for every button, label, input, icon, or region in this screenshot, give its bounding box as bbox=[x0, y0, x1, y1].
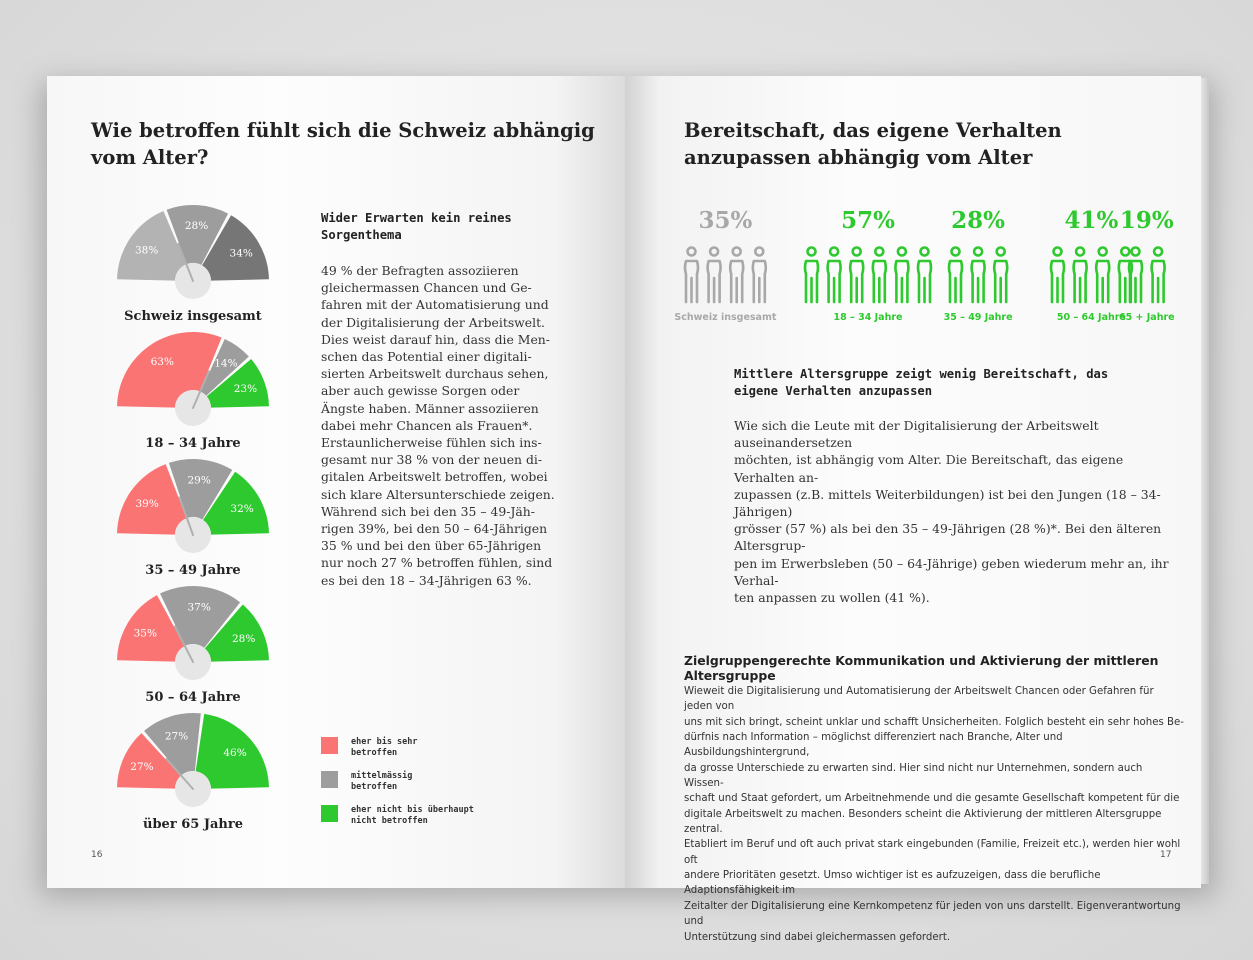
left-body-line: 35 % und bei den über 65-Jährigen bbox=[321, 538, 542, 554]
left-body-line: Während sich bei den 35 – 49-Jäh- bbox=[321, 503, 535, 519]
gauge-group-label: über 65 Jahre bbox=[143, 817, 243, 832]
person-icon bbox=[972, 248, 985, 303]
pictogram-label: 18 – 34 Jahre bbox=[833, 312, 903, 323]
section-body-line: andere Prioritäten gesetzt. Umso wichtiger ist es aufzuzeigen, dass die berufliche Adaptionsfähigkeit im bbox=[684, 870, 1101, 897]
gauge-group-label: 35 – 49 Jahre bbox=[145, 563, 241, 578]
person-icon bbox=[1096, 248, 1109, 303]
gauge bbox=[117, 459, 269, 578]
pictogram-label: 35 – 49 Jahre bbox=[943, 312, 1013, 323]
right-body-line: pen im Erwerbsleben (50 – 64-Jährige) geben wiederum mehr an, ihr Verhal- bbox=[734, 555, 1169, 588]
gauge bbox=[117, 332, 269, 451]
pictogram-group bbox=[1119, 207, 1175, 323]
person-icon bbox=[828, 248, 841, 303]
left-body-line: es bei den 18 – 34-Jährigen 63 %. bbox=[321, 572, 532, 588]
pictogram-percent: 57% bbox=[841, 207, 895, 234]
pictogram-percent: 41% bbox=[1064, 207, 1119, 234]
pictogram-label: Schweiz insgesamt bbox=[674, 312, 777, 323]
person-icon bbox=[873, 248, 886, 303]
person-icon bbox=[850, 248, 863, 303]
person-icon bbox=[730, 248, 743, 303]
gauge-slice-label: 28% bbox=[231, 633, 256, 646]
left-body-line: schen das Potential einer digitali- bbox=[321, 349, 532, 365]
gauge-slice-label: 38% bbox=[135, 244, 159, 257]
pictogram-group bbox=[944, 207, 1013, 323]
gauge-slice-label: 34% bbox=[229, 247, 253, 260]
person-icon bbox=[685, 248, 698, 303]
person-icon bbox=[918, 248, 931, 303]
left-body-line: gesamt nur 38 % von der neuen di- bbox=[321, 452, 543, 468]
left-body-line: rigen 39%, bei den 50 – 64-Jährigen bbox=[321, 521, 548, 537]
right-subheading: Mittlere Altersgruppe zeigt wenig Bereitschaft, das eigene Verhalten anzupassen bbox=[734, 367, 1109, 398]
left-body-line: Dies weist darauf hin, dass die Men- bbox=[321, 331, 550, 347]
gauge-group-label: Schweiz insgesamt bbox=[124, 309, 262, 324]
gauge-slice-label: 28% bbox=[184, 220, 209, 233]
gauge-slice-label: 37% bbox=[187, 601, 211, 614]
gauge-slice-label: 32% bbox=[230, 503, 254, 516]
left-body-line: dabei mehr Chancen als Frauen*. bbox=[321, 417, 533, 433]
legend-swatch bbox=[321, 805, 338, 822]
pictogram-label: 65 + Jahre bbox=[1118, 312, 1175, 323]
left-body-line: nur noch 27 % betroffen fühlen, sind bbox=[321, 555, 553, 571]
left-page-title: Wie betroffen fühlt sich die Schweiz abhängig vom Alter? bbox=[91, 119, 595, 169]
gauge-group-label: 18 – 34 Jahre bbox=[145, 436, 241, 451]
right-page bbox=[625, 76, 1201, 943]
left-body-text bbox=[321, 262, 571, 589]
left-body-line: der Digitalisierung der Arbeitswelt. bbox=[321, 314, 545, 330]
gauge-slice-label: 14% bbox=[214, 357, 238, 370]
gauge-slice-label: 46% bbox=[223, 746, 247, 759]
left-subheading: Wider Erwarten kein reines Sorgenthema bbox=[321, 211, 512, 242]
legend-label: eher nicht bis überhaupt nicht betroffen bbox=[351, 805, 474, 826]
gauge-slice-label: 35% bbox=[133, 627, 157, 640]
section-body-line: uns mit sich bringt, scheint unklar und schafft Unsicherheiten. Folglich besteht ein sehr hohes Be- bbox=[684, 716, 1184, 728]
gauge bbox=[117, 205, 269, 324]
person-icon bbox=[1051, 248, 1064, 303]
right-page-title: Bereitschaft, das eigene Verhalten anzupassen abhängig vom Alter bbox=[684, 119, 1062, 169]
person-icon bbox=[805, 248, 818, 303]
page-number-left: 16 bbox=[91, 850, 103, 860]
gauge bbox=[117, 586, 269, 705]
person-icon bbox=[1152, 248, 1165, 303]
section-body-text bbox=[684, 684, 1184, 945]
pictogram-percent: 35% bbox=[698, 207, 753, 234]
left-page bbox=[47, 76, 625, 888]
gauge-slice-label: 39% bbox=[135, 497, 159, 510]
pictogram-label: 50 – 64 Jahre bbox=[1056, 312, 1126, 323]
right-body-text bbox=[734, 417, 1184, 606]
right-body-line: zupassen (z.B. mittels Weiterbildungen) ist bei den Jungen (18 – 34-Jährigen) bbox=[734, 486, 1161, 520]
person-icon bbox=[1074, 248, 1087, 303]
gauge-charts bbox=[109, 206, 319, 856]
person-icon bbox=[949, 248, 962, 303]
left-body-line: Ängste haben. Männer assoziieren bbox=[321, 400, 539, 416]
left-body-line: gitalen Arbeitswelt betroffen, wobei bbox=[321, 469, 548, 485]
section-body-line: schaft und Staat gefordert, um Arbeitnehmende und die gesamte Gesellschaft kompetent für die bbox=[684, 793, 1180, 805]
legend-label: mittelmässig betroffen bbox=[351, 771, 413, 792]
left-body-line: aber auch gewisse Sorgen oder bbox=[321, 383, 520, 399]
right-body-line: ten anpassen zu wollen (41 %). bbox=[734, 590, 930, 606]
legend-swatch bbox=[321, 737, 338, 754]
person-icon bbox=[994, 248, 1007, 303]
section-title: Zielgruppengerechte Kommunikation und Aktivierung der mittleren Altersgruppe bbox=[684, 653, 1159, 683]
section-body-line: Etabliert im Beruf und oft auch privat stark eingebunden (Familie, Freizeit etc.), werden hier wohl oft bbox=[684, 839, 1181, 866]
gauge bbox=[117, 713, 269, 832]
left-body-line: 49 % der Befragten assoziieren bbox=[321, 263, 519, 278]
left-body-line: fahren mit der Automatisierung und bbox=[321, 297, 549, 313]
section-body-line: Wieweit die Digitalisierung und Automatisierung der Arbeitswelt Chancen oder Gefahren für jeden von bbox=[684, 686, 1154, 713]
right-body-line: grösser (57 %) als bei den 35 – 49-Jährigen (28 %)*. Bei den älteren Altersgrup- bbox=[734, 521, 1162, 554]
legend-label: eher bis sehr betroffen bbox=[351, 737, 418, 758]
legend-swatch bbox=[321, 771, 338, 788]
person-icon bbox=[895, 248, 908, 303]
pictogram-group bbox=[805, 207, 931, 323]
section-body-line: Zeitalter der Digitalisierung eine Kernkompetenz für jeden von uns darstellt. Eigenverantwortung und bbox=[684, 900, 1181, 928]
left-body-line: sierten Arbeitswelt durchaus sehen, bbox=[321, 366, 549, 382]
pictogram-group bbox=[674, 207, 776, 323]
gauge-slice-label: 63% bbox=[150, 356, 174, 369]
right-body-line: möchten, ist abhängig vom Alter. Die Bereitschaft, das eigene Verhalten an- bbox=[734, 452, 1124, 485]
legend-item bbox=[321, 737, 418, 758]
gauge-slice-label: 29% bbox=[187, 474, 211, 487]
right-body-line: Wie sich die Leute mit der Digitalisierung der Arbeitswelt auseinandersetzen bbox=[734, 418, 1099, 451]
pictogram-chart bbox=[675, 196, 1205, 336]
person-icon bbox=[708, 248, 721, 303]
pictogram-percent: 28% bbox=[951, 207, 1006, 234]
person-icon bbox=[1129, 248, 1142, 303]
gauge-group-label: 50 – 64 Jahre bbox=[145, 690, 241, 705]
section-body-line: Unterstützung sind dabei gleichermassen gefordert. bbox=[684, 931, 951, 943]
section-body-line: dürfnis nach Information – möglichst differenziert nach Branche, Alter und Ausbildungshintergrund, bbox=[684, 732, 1063, 759]
person-icon bbox=[753, 248, 766, 303]
left-body-line: sich klare Altersunterschiede zeigen. bbox=[321, 486, 555, 502]
section-body-line: da grosse Unterschiede zu erwarten sind. Hier sind nicht nur Unternehmen, sondern auch Wissen- bbox=[684, 762, 1143, 790]
legend-item bbox=[321, 805, 474, 826]
pictogram-percent: 19% bbox=[1119, 207, 1174, 234]
left-body-line: gleichermassen Chancen und Ge- bbox=[321, 280, 532, 296]
gauge-slice-label: 27% bbox=[130, 760, 154, 773]
gauge-slice-label: 23% bbox=[233, 383, 258, 396]
section-body-line: digitale Arbeitswelt zu machen. Besonders scheint die Aktivierung der mittleren Altersgruppe zentral. bbox=[684, 808, 1162, 836]
legend-item bbox=[321, 771, 412, 792]
gauge-slice-label: 27% bbox=[164, 730, 189, 743]
page-number-right: 17 bbox=[1160, 850, 1172, 860]
left-body-line: Erstaunlicherweise fühlen sich ins- bbox=[321, 435, 542, 451]
